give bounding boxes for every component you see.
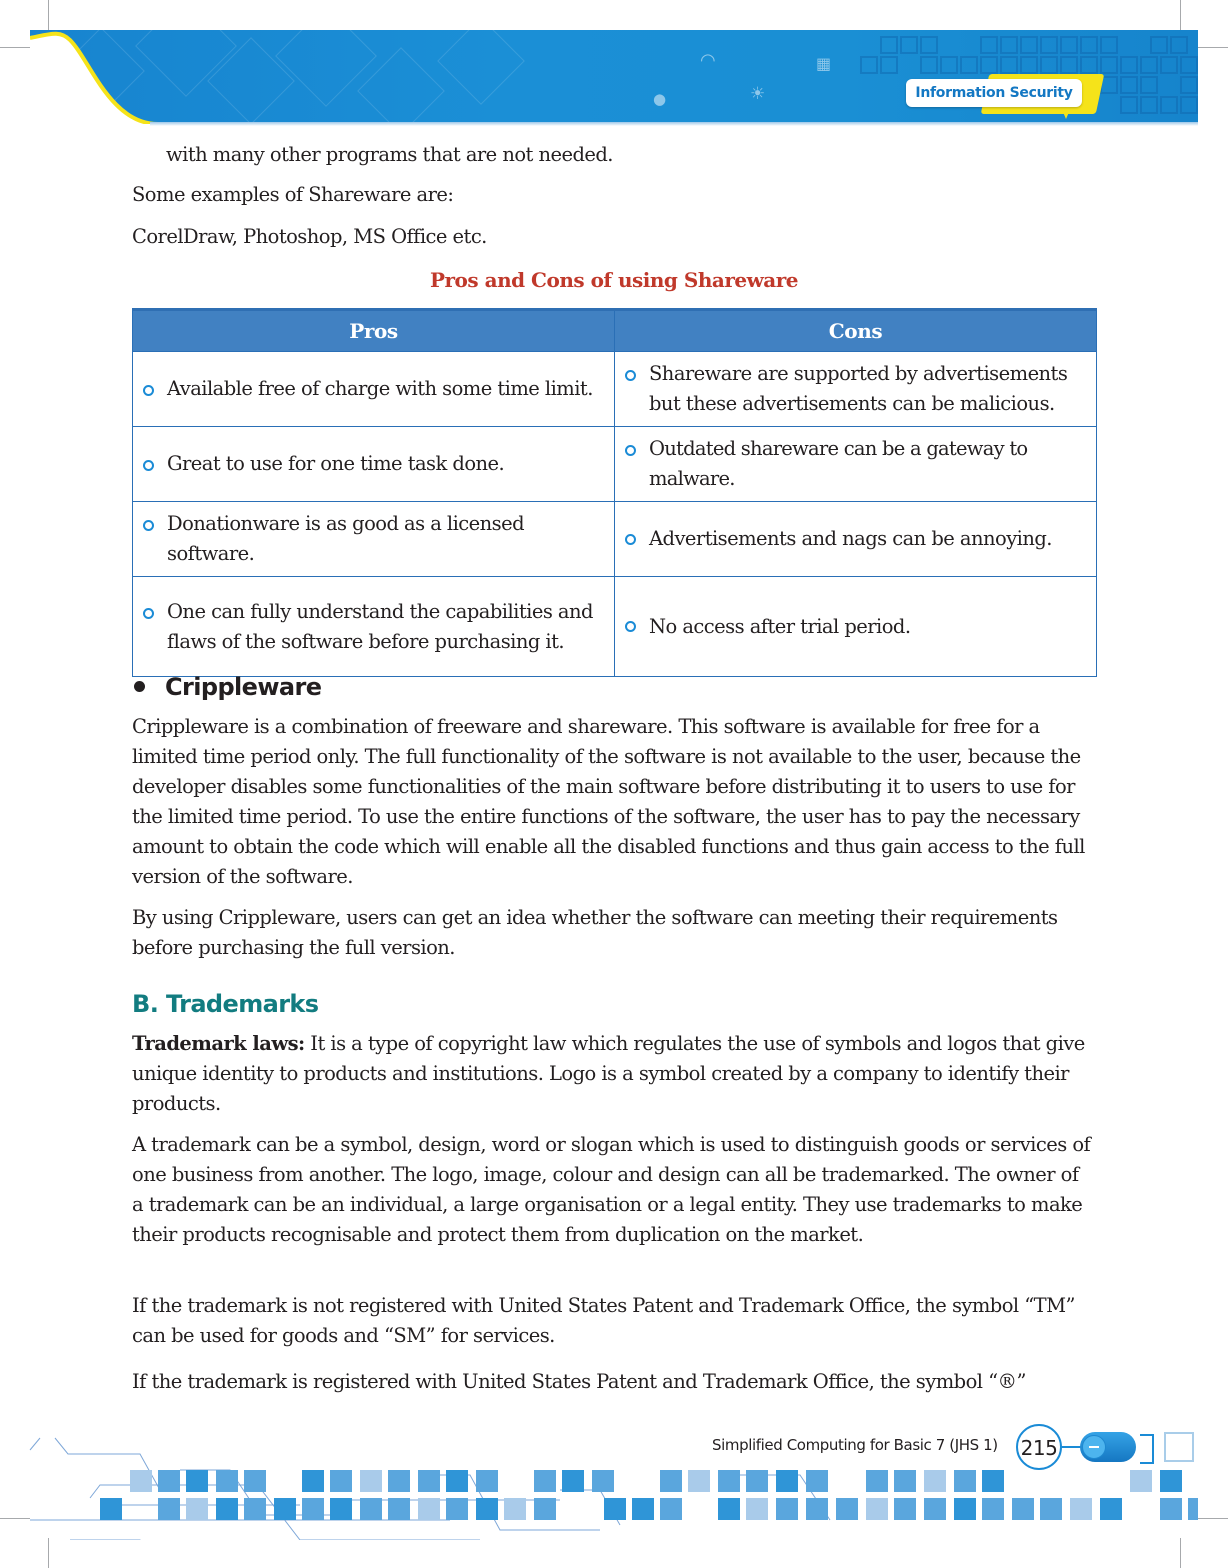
bullet-icon — [143, 385, 154, 396]
con-cell — [615, 427, 1097, 502]
crop-mark — [1180, 1538, 1181, 1568]
pro-cell — [133, 427, 615, 502]
continuation-text: with many other programs that are not needed. — [166, 143, 613, 166]
chapter-label: Information Security — [906, 79, 1082, 107]
table-row — [133, 577, 1097, 677]
crop-mark — [0, 47, 30, 48]
table-row — [133, 427, 1097, 502]
trademark-laws-text: It is a type of copyright law which regulates the use of symbols and logos that give unique identity to products and institutions. Logo is a symbol created by a company to identify their products. — [132, 1032, 1085, 1115]
crippleware-heading-text: Crippleware — [165, 673, 322, 701]
trademark-paragraph-3: If the trademark is not registered with United States Patent and Trademark Office, the symbol “TM” can be used for goods and “SM” for services. — [132, 1294, 1075, 1347]
crop-mark — [1198, 47, 1228, 48]
con-text: No access after trial period. — [649, 614, 911, 638]
con-cell — [615, 577, 1097, 677]
banner-shadow — [150, 122, 1198, 126]
pro-text: Great to use for one time task done. — [167, 452, 505, 475]
pro-text: Available free of charge with some time limit. — [167, 377, 593, 400]
con-text: Shareware are supported by advertisements but these advertisements can be malicious. — [649, 362, 1068, 415]
lightbulb-icon: ☀ — [750, 84, 766, 104]
bullet-icon — [625, 621, 636, 632]
table-title: Pros and Cons of using Shareware — [429, 268, 799, 292]
pro-cell — [133, 502, 615, 577]
trademark-laws-paragraph — [132, 1029, 1092, 1119]
bullet-icon — [143, 460, 154, 471]
pro-text: Donationware is as good as a licensed software. — [167, 512, 525, 565]
bullet-icon — [625, 370, 636, 381]
crippleware-heading — [132, 673, 321, 701]
crippleware-paragraph-1: Crippleware is a combination of freeware and shareware. This software is available for free for a limited time period only. The full functionality of the software is not available to the user, because the developer disables some functionalities of the main software before distributing it to users to use for the limited time period. To use the entire functions of the software, the user has to pay the necessary amount to obtain the code which will enable all the disabled functions and thus gain access to the full version of the software. — [132, 715, 1085, 888]
trademarks-heading: B. Trademarks — [132, 990, 319, 1018]
crop-mark — [48, 0, 49, 30]
calculator-icon: ▦ — [816, 54, 832, 73]
table-row — [133, 352, 1097, 427]
examples-list: CorelDraw, Photoshop, MS Office etc. — [132, 225, 487, 248]
column-header-cons: Cons — [615, 310, 1097, 352]
bullet-icon — [625, 534, 636, 545]
globe-icon: ● — [653, 90, 667, 108]
bullet-icon — [143, 520, 154, 531]
con-cell — [615, 352, 1097, 427]
crop-mark — [1180, 0, 1181, 30]
table-row — [133, 502, 1097, 577]
chapter-tag-tail — [1060, 105, 1072, 119]
trademark-paragraph-4: If the trademark is registered with United States Patent and Trademark Office, the symbol “®” — [132, 1370, 1026, 1393]
con-text: Advertisements and nags can be annoying. — [649, 527, 1052, 550]
bullet-dot-icon — [134, 681, 145, 692]
page-number: 215 — [1016, 1424, 1062, 1470]
pro-cell — [133, 352, 615, 427]
column-header-pros: Pros — [133, 310, 615, 352]
wifi-icon: ◠ — [700, 50, 716, 71]
pro-text: One can fully understand the capabilities and flaws of the software before purchasing it. — [167, 599, 593, 653]
pros-cons-table — [132, 308, 1097, 677]
bullet-icon — [143, 608, 154, 619]
banner-curve — [30, 30, 170, 124]
crop-mark — [48, 1538, 49, 1568]
con-cell — [615, 502, 1097, 577]
crippleware-paragraph-2: By using Crippleware, users can get an idea whether the software can meeting their requirements before purchasing the full version. — [132, 906, 1058, 959]
pro-cell — [133, 577, 615, 677]
bullet-icon — [625, 445, 636, 456]
book-title: Simplified Computing for Basic 7 (JHS 1) — [712, 1436, 998, 1454]
examples-lead: Some examples of Shareware are: — [132, 183, 454, 206]
trademark-laws-label: Trademark laws: — [132, 1032, 305, 1055]
con-text: Outdated shareware can be a gateway to malware. — [649, 437, 1028, 490]
trademark-paragraph-2: A trademark can be a symbol, design, word or slogan which is used to distinguish goods or services of one business from another. The logo, image, colour and design can all be trademarked. The owner of a trademark can be an individual, a large organisation or a legal entity. They use trademarks to make their products recognisable and protect them from duplication on the market. — [132, 1133, 1091, 1246]
